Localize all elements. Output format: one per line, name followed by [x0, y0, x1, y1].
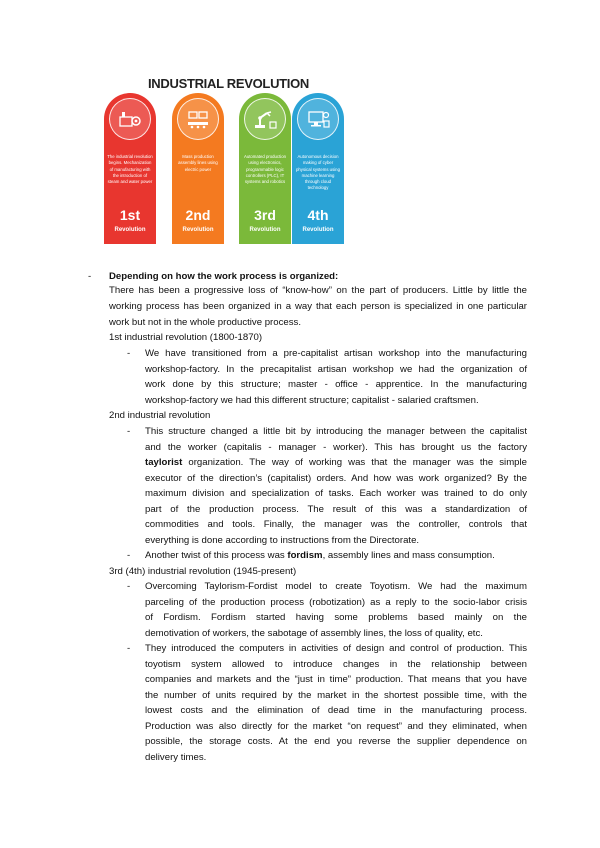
intro-line: working process has been organized in a way that each person is specialized in one particular — [109, 301, 527, 312]
revolution-card-4th — [292, 93, 344, 244]
second-revolution-line: commodities and tools. Finally, the manager was the controller, controls that — [145, 519, 527, 530]
third-revolution-line: Production was also directly for the market “on request” and they eliminated, when — [145, 721, 527, 732]
second-revolution-line: This structure changed a little bit by introducing the manager between the capitalist — [145, 426, 527, 437]
third-revolution-line: possible, the storage costs. At the end you reverse the supplier dependence on — [145, 736, 527, 747]
industrial-revolution-infographic — [104, 76, 366, 244]
bullet-dash: - — [127, 348, 131, 359]
second-revolution-line: taylorist organization. The way of working was that the manager was the simple — [145, 457, 527, 468]
third-revolution-line: delivery times. — [145, 752, 207, 763]
revolution-card-3rd — [239, 93, 291, 244]
first-revolution-line: workshop-factory. In the precapitalist artisan workshop we had the organization of — [145, 364, 527, 375]
assembly-line-icon — [177, 98, 219, 140]
cyber-physical-icon — [297, 98, 339, 140]
revolution-description: Mass production assembly lines using electric power — [178, 154, 218, 172]
section-heading: Depending on how the work process is organized: — [109, 271, 339, 282]
revolution-description: Autonomous decision making of cyber physical systems using machine learning through cloud technology — [296, 154, 340, 191]
bullet-dash: - — [127, 581, 131, 592]
first-revolution-title: 1st industrial revolution (1800-1870) — [109, 332, 263, 343]
fordism-term: fordism — [287, 550, 323, 561]
second-revolution-title: 2nd industrial revolution — [109, 410, 211, 421]
revolution-ordinal: 1st — [119, 207, 141, 223]
revolution-description: Automated production using electronics, programmable logic controllers (PLC), IT systems and robotics — [243, 154, 287, 185]
third-revolution-line: companies and markets and the “just in time” production. That means that you have — [145, 674, 527, 685]
fordism-line: Another twist of this process was fordism, assembly lines and mass consumption. — [145, 550, 495, 561]
third-revolution-line: Overcoming Taylorism-Fordist model to create Toyotism. We had the maximum — [145, 581, 527, 592]
revolution-label: Revolution — [302, 227, 334, 233]
second-revolution-line: everything is done according to instructions from the Directorate. — [145, 535, 420, 546]
second-revolution-line: part of the production process. The result of this was a standardization of — [145, 504, 527, 515]
revolution-card-2nd — [172, 93, 224, 244]
third-revolution-line: lowest costs and the elimination of dead time in the manufacturing process. — [145, 705, 527, 716]
bullet-dash: - — [127, 426, 131, 437]
intro-line: work but not in the whole productive process. — [109, 317, 301, 328]
first-revolution-line: We have transitioned from a pre-capitalist artisan workshop into the manufacturing — [145, 348, 527, 359]
intro-line: There has been a progressive loss of “know-how” on the part of producers. Little by little the — [109, 285, 527, 296]
third-revolution-title: 3rd (4th) industrial revolution (1945-present) — [109, 566, 297, 577]
infographic-title: INDUSTRIAL REVOLUTION — [148, 76, 310, 91]
revolution-label: Revolution — [114, 227, 146, 233]
taylorist-term: taylorist — [145, 457, 183, 468]
revolution-description: The industrial revolution begins. Mechanization of manufacturing with the introduction of steam and water power — [107, 154, 153, 185]
revolution-label: Revolution — [182, 227, 214, 233]
second-revolution-line: maximum division and specialization of tasks. Each worker was trained to do only — [145, 488, 527, 499]
revolution-label: Revolution — [249, 227, 281, 233]
gear-factory-icon — [109, 98, 151, 140]
revolution-ordinal: 2nd — [185, 207, 211, 223]
first-revolution-line: work done by this structure; master - office - apprentice. In the manufacturing — [145, 379, 527, 390]
revolution-card-1st — [104, 93, 156, 244]
second-revolution-line: executor of the direction’s (capitalist) orders. And how was work organized? By the — [145, 473, 527, 484]
third-revolution-line: They introduced the computers in activities of design and control of production. This — [145, 643, 527, 654]
third-revolution-line: demotivation of workers, the sabotage of assembly lines, the loss of quality, etc. — [145, 628, 483, 639]
bullet-dash: - — [127, 643, 131, 654]
second-revolution-line: and the worker (capitalis - manager - worker). This has brought us the factory — [145, 442, 527, 453]
first-revolution-line: workshop-factory we had this different structure; capitalist - salaried craftsmen. — [145, 395, 479, 406]
third-revolution-line: parceling of the production process (robotization) as a reply to the socio-labor crisis — [145, 597, 527, 608]
bullet-dash: - — [127, 550, 131, 561]
robot-arm-icon — [244, 98, 286, 140]
revolution-ordinal: 3rd — [254, 207, 276, 223]
third-revolution-line: of Fordism. Fordism started having some problems based mainly on the — [145, 612, 527, 623]
bullet-dash: - — [88, 271, 92, 282]
third-revolution-line: toyotism system allowed to introduce changes in the relationship between — [145, 659, 527, 670]
third-revolution-line: the number of units required by the market in the shortest possible time, with the — [145, 690, 527, 701]
revolution-ordinal: 4th — [307, 207, 329, 223]
